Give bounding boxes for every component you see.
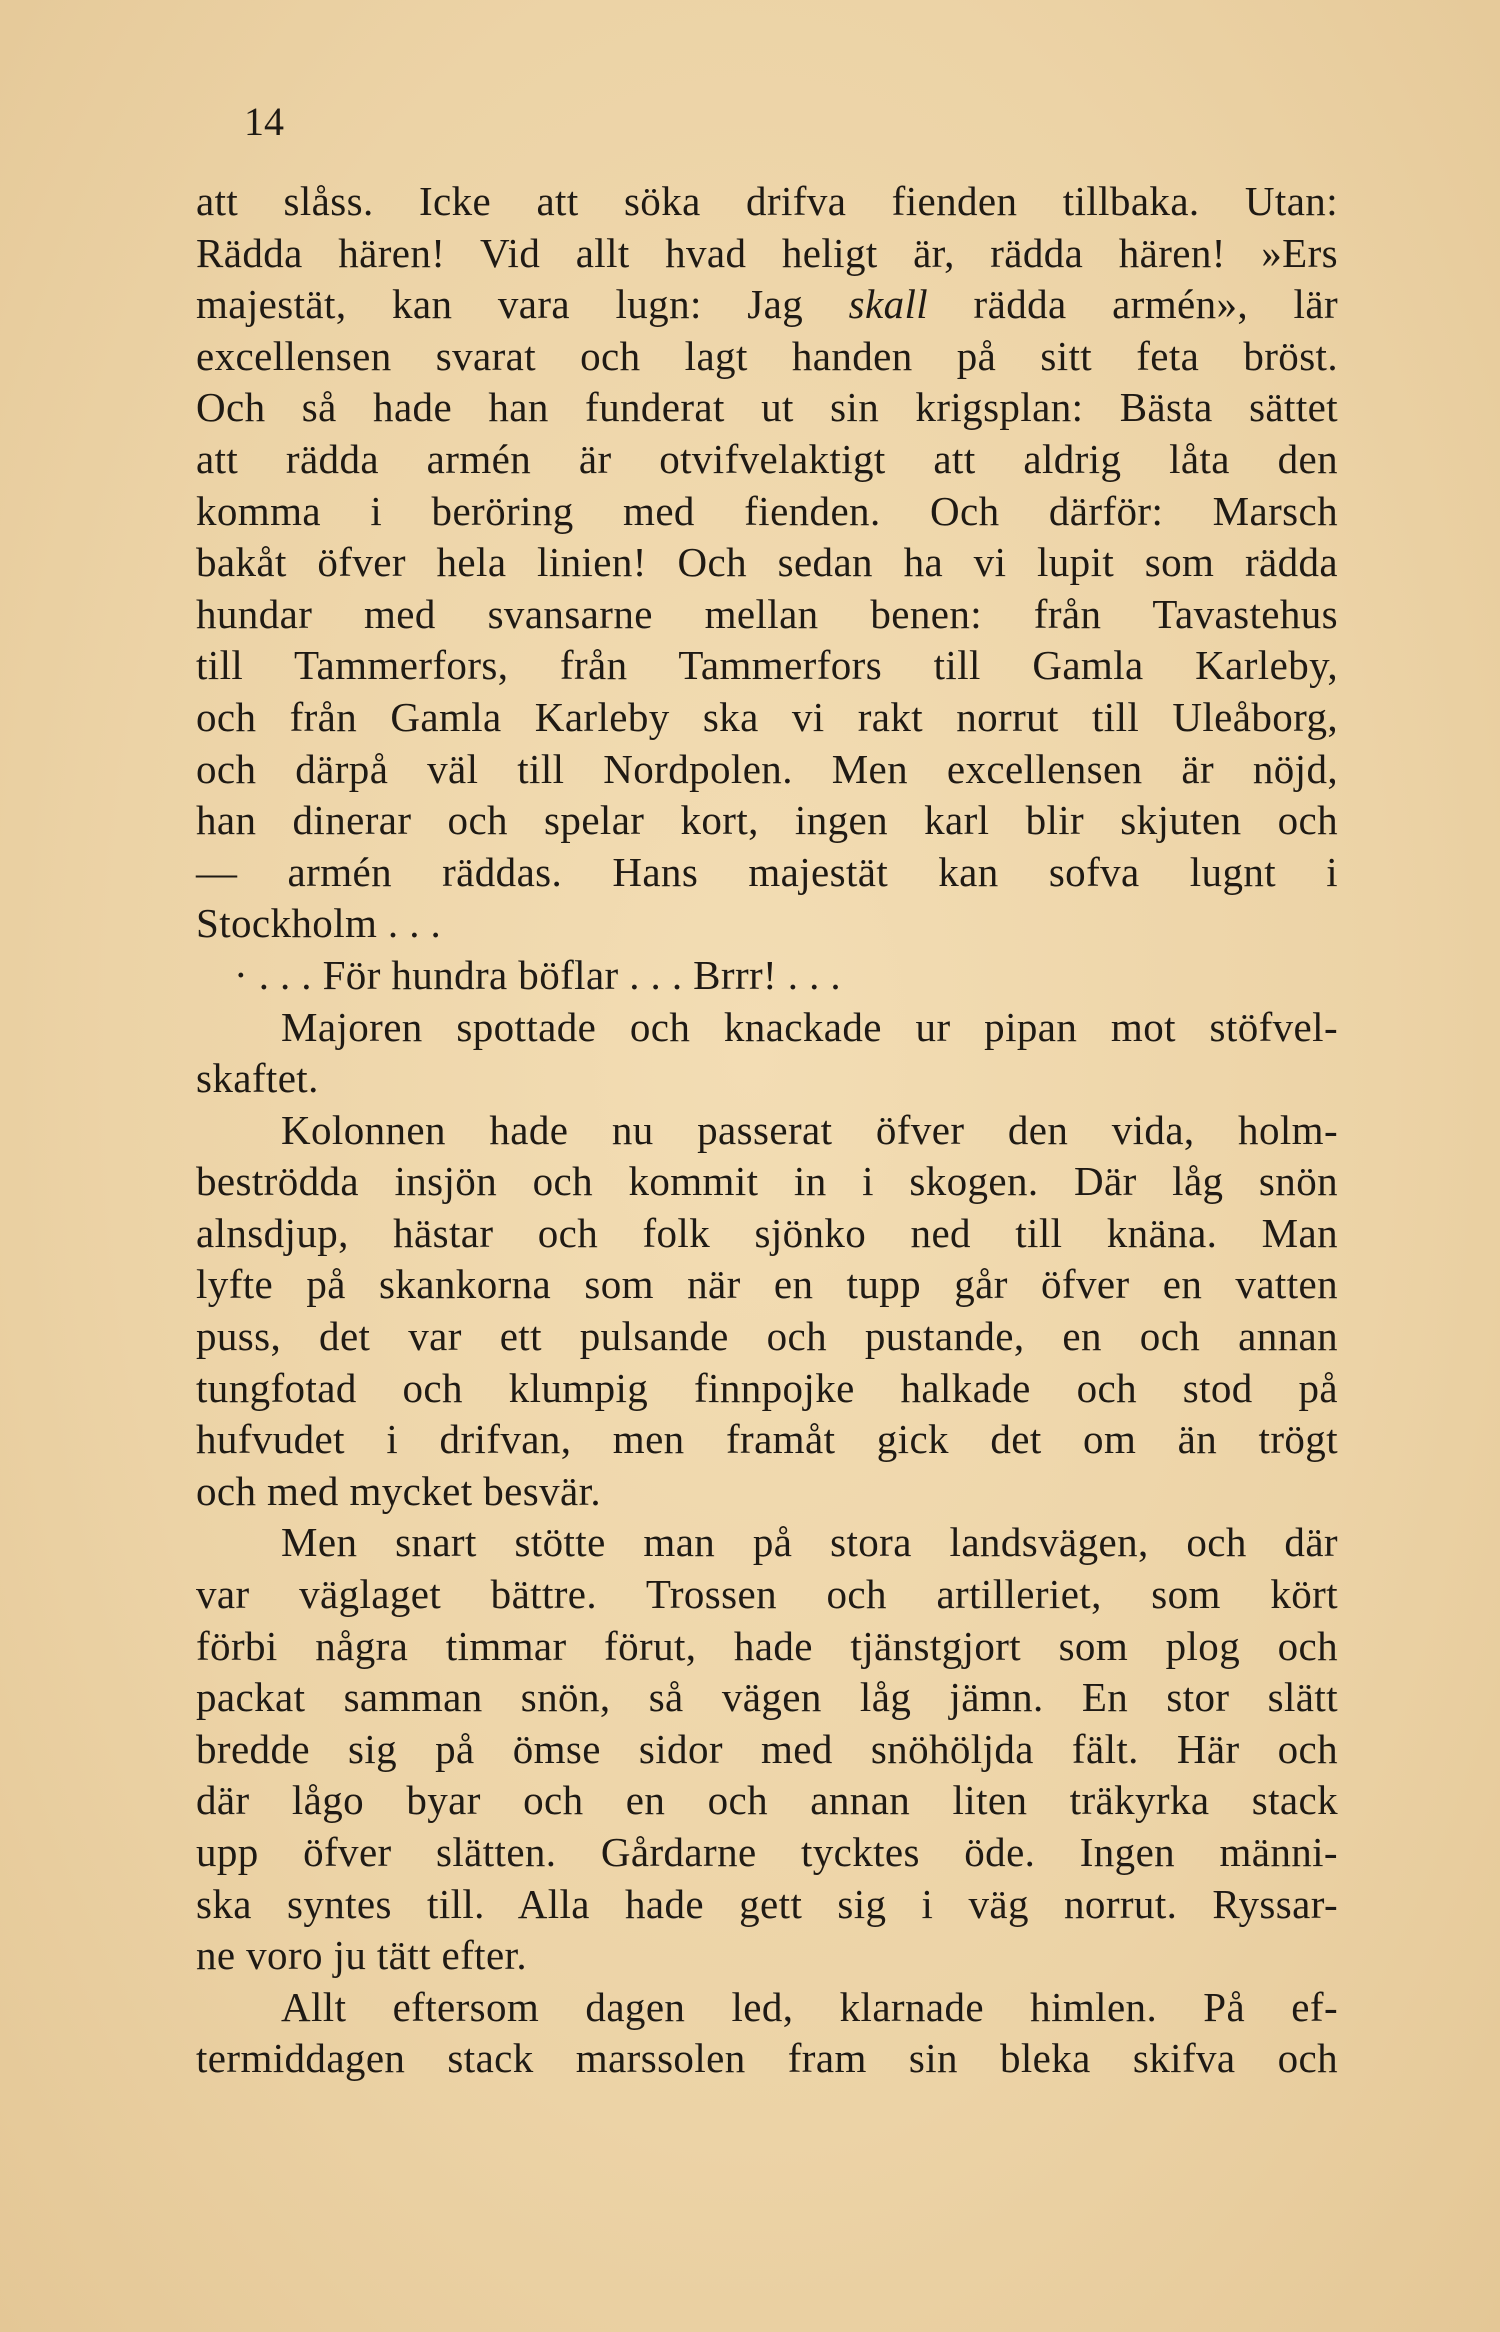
text-line: förbi några timmar förut, hade tjänstgjort som plog och [196, 1622, 1338, 1669]
text-line: tungfotad och klumpig finnpojke halkade och stod på [196, 1364, 1338, 1411]
text-line: hufvudet i drifvan, men framåt gick det om än trögt [196, 1416, 1338, 1463]
text-segment: majestät, kan vara lugn: Jag [196, 281, 849, 328]
text-line: och med mycket besvär. [196, 1467, 602, 1514]
text-line: beströdda insjön och kommit in i skogen. Där låg snön [196, 1158, 1338, 1205]
text-line: termiddagen stack marssolen fram sin bleka skifva och [196, 2035, 1338, 2082]
text-line: upp öfver slätten. Gårdarne tycktes öde. Ingen männi- [196, 1829, 1338, 1875]
text-line: Kolonnen hade nu passerat öfver den vida, holm- [281, 1106, 1338, 1153]
text-line: Majoren spottade och knackade ur pipan mot stöfvel- [281, 1003, 1338, 1050]
text-line: och därpå väl till Nordpolen. Men excellensen är nöjd, [196, 745, 1338, 792]
text-line: ne voro ju tätt efter. [196, 1932, 527, 1979]
text-line: Rädda hären! Vid allt hvad heligt är, rädda hären! »Ers [196, 229, 1338, 276]
text-line [196, 279, 1338, 331]
text-line: bredde sig på ömse sidor med snöhöljda fält. Här och [196, 1725, 1338, 1772]
text-line: till Tammerfors, från Tammerfors till Gamla Karleby, [196, 642, 1338, 689]
text-line: Och så hade han funderat ut sin krigsplan: Bästa sättet [196, 384, 1338, 431]
text-line: ska syntes till. Alla hade gett sig i väg norrut. Ryssar- [196, 1880, 1338, 1927]
text-line: packat samman snön, så vägen låg jämn. En stor slätt [196, 1674, 1338, 1721]
emphasis-text: skall [848, 281, 929, 328]
text-line: bakåt öfver hela linien! Och sedan ha vi lupit som rädda [196, 539, 1338, 586]
text-line: excellensen svarat och lagt handen på sitt feta bröst. [196, 332, 1338, 379]
text-line: han dinerar och spelar kort, ingen karl blir skjuten och [196, 797, 1338, 844]
text-segment: rädda armén», lär [928, 281, 1338, 328]
text-line: Allt eftersom dagen led, klarnade himlen. På ef- [281, 1983, 1338, 2030]
text-line: Stockholm . . . [196, 900, 442, 947]
text-line: var väglaget bättre. Trossen och artilleriet, som kört [196, 1571, 1338, 1618]
text-line: — armén räddas. Hans majestät kan sofva lugnt i [196, 848, 1338, 895]
text-line: puss, det var ett pulsande och pustande, en och annan [196, 1313, 1338, 1360]
text-line: och från Gamla Karleby ska vi rakt norrut till Uleåborg, [196, 693, 1338, 740]
body-text [196, 176, 1338, 2085]
text-line: hundar med svansarne mellan benen: från Tavastehus [196, 590, 1338, 637]
text-line: skaftet. [196, 1055, 319, 1102]
text-line: att rädda armén är otvifvelaktigt att aldrig låta den [196, 435, 1338, 482]
text-line: lyfte på skankorna som när en tupp går öfver en vatten [196, 1261, 1338, 1308]
text-line: komma i beröring med fienden. Och därför: Marsch [196, 487, 1338, 534]
text-line: alnsdjup, hästar och folk sjönko ned till knäna. Man [196, 1209, 1338, 1256]
text-line: att slåss. Icke att söka drifva fienden tillbaka. Utan: [196, 178, 1338, 224]
page-number: 14 [244, 99, 284, 144]
text-line: Men snart stötte man på stora landsvägen, och där [281, 1519, 1338, 1566]
text-line: där lågo byar och en och annan liten träkyrka stack [196, 1777, 1338, 1824]
text-line: · . . . För hundra böflar . . . Brrr! . . . [234, 951, 842, 998]
